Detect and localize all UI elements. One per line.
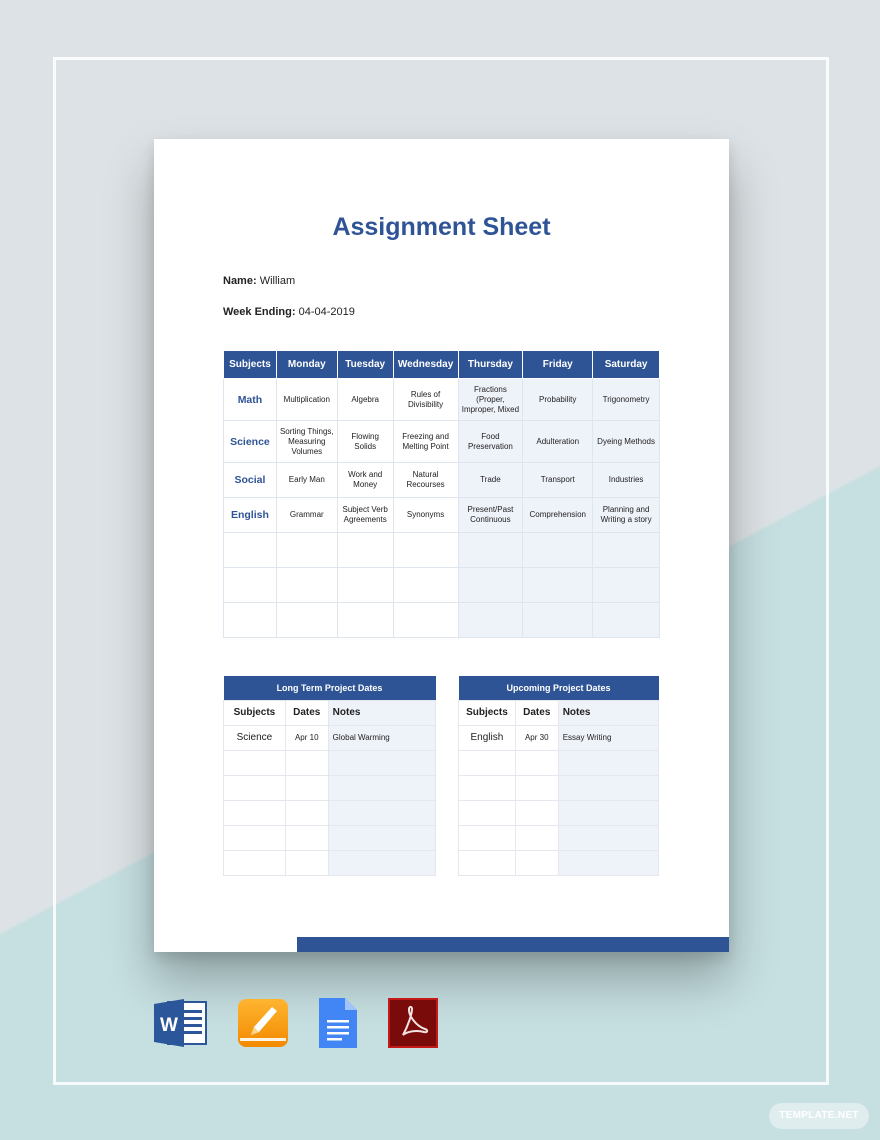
table-cell: Science (224, 725, 286, 750)
table-cell: Trigonometry (593, 379, 660, 421)
table-cell: Comprehension (523, 498, 593, 533)
table-cell: Sorting Things, Measuring Volumes (276, 421, 337, 463)
table-cell: Rules of Divisibility (393, 379, 458, 421)
table-cell: Adulteration (523, 421, 593, 463)
table-cell: Flowing Solids (337, 421, 393, 463)
table-cell: Food Preservation (458, 421, 523, 463)
empty-row (224, 800, 436, 825)
upcoming-table (458, 676, 659, 876)
subject-cell: English (224, 498, 277, 533)
header-cell: Notes (328, 700, 435, 725)
empty-row (224, 568, 660, 603)
empty-row (459, 750, 659, 775)
table-cell: Work and Money (337, 463, 393, 498)
header-cell: Notes (558, 700, 658, 725)
table-cell: Algebra (337, 379, 393, 421)
table-cell: Natural Recourses (393, 463, 458, 498)
header-cell: Subjects (224, 700, 286, 725)
name-line (223, 275, 295, 287)
table-cell: Trade (458, 463, 523, 498)
table-cell: Apr 10 (285, 725, 328, 750)
subject-cell: Science (224, 421, 277, 463)
table-cell: Dyeing Methods (593, 421, 660, 463)
table-cell: Subject Verb Agreements (337, 498, 393, 533)
week-label: Week Ending: (223, 306, 296, 318)
header-cell: Dates (285, 700, 328, 725)
pdf-icon[interactable] (388, 998, 440, 1048)
header-cell: Thursday (458, 351, 523, 379)
table-cell: Global Warming (328, 725, 435, 750)
header-cell: Subjects (459, 700, 516, 725)
table-cell: Apr 30 (515, 725, 558, 750)
empty-row (224, 750, 436, 775)
table-cell: Grammar (276, 498, 337, 533)
table-cell: Present/Past Continuous (458, 498, 523, 533)
header-cell: Dates (515, 700, 558, 725)
empty-row (224, 850, 436, 875)
header-cell: Subjects (224, 351, 277, 379)
brand-badge[interactable]: TEMPLATE.NET (769, 1103, 869, 1129)
subject-cell: Math (224, 379, 277, 421)
pages-icon[interactable] (237, 998, 289, 1048)
schedule-table (223, 350, 660, 638)
table-cell: Freezing and Melting Point (393, 421, 458, 463)
svg-text:W: W (160, 1015, 178, 1036)
table-row (224, 725, 436, 750)
empty-row (459, 825, 659, 850)
table-cell: Probability (523, 379, 593, 421)
week-value: 04-04-2019 (298, 306, 355, 318)
table-cell: Synonyms (393, 498, 458, 533)
empty-row (224, 775, 436, 800)
table-cell: English (459, 725, 516, 750)
long-term-header-row (224, 700, 436, 725)
empty-row (224, 825, 436, 850)
header-cell: Monday (276, 351, 337, 379)
table-row (224, 498, 660, 533)
word-icon[interactable] (154, 998, 206, 1048)
table-cell: Transport (523, 463, 593, 498)
upcoming-header-row (459, 700, 659, 725)
header-cell: Tuesday (337, 351, 393, 379)
name-label: Name: (223, 275, 257, 287)
upcoming-caption: Upcoming Project Dates (459, 676, 659, 700)
table-row (224, 463, 660, 498)
table-row (224, 421, 660, 463)
empty-row (459, 850, 659, 875)
header-cell: Friday (523, 351, 593, 379)
table-row (224, 379, 660, 421)
week-line (223, 306, 355, 318)
table-cell: Multiplication (276, 379, 337, 421)
empty-row (459, 775, 659, 800)
google-docs-icon[interactable] (317, 998, 369, 1048)
empty-row (224, 603, 660, 638)
empty-row (224, 533, 660, 568)
document-title: Assignment Sheet (332, 213, 551, 241)
table-cell: Planning and Writing a story (593, 498, 660, 533)
header-cell: Wednesday (393, 351, 458, 379)
subject-cell: Social (224, 463, 277, 498)
table-cell: Industries (593, 463, 660, 498)
document-page (154, 139, 729, 952)
table-row (459, 725, 659, 750)
empty-row (459, 800, 659, 825)
table-cell: Fractions (Proper, Improper, Mixed (458, 379, 523, 421)
schedule-header-row (224, 351, 660, 379)
name-value: William (259, 275, 296, 287)
long-term-table (223, 676, 436, 876)
header-cell: Saturday (593, 351, 660, 379)
long-term-caption: Long Term Project Dates (224, 676, 436, 700)
accent-bar (297, 937, 729, 952)
table-cell: Early Man (276, 463, 337, 498)
table-cell: Essay Writing (558, 725, 658, 750)
